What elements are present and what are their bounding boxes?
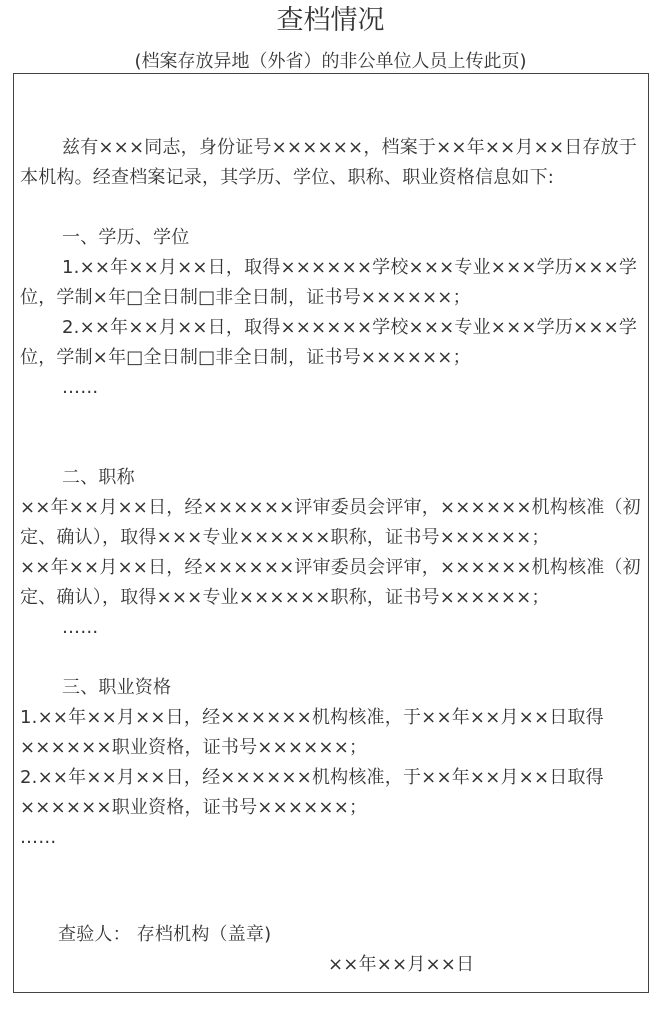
document-body [20,133,644,980]
qualification-ellipsis: …… [20,827,57,848]
qualification-item-1: 1.××年××月××日，经××××××机构核准，于××年××月××日取得××××××职业资格，证书号××××××； [20,707,604,758]
intro-paragraph: 兹有×××同志，身份证号××××××，档案于××年××月××日存放于本机构。经查档案记录，其学历、学位、职称、职业资格信息如下: [20,137,638,188]
title-item-2: ××年××月××日，经××××××评审委员会评审，××××××机构核准（初定、确认），取得×××专业××××××职称，证书号××××××； [20,557,641,608]
education-item-2: 2.××年××月××日，取得××××××学校×××专业×××学历×××学位，学制×年□全日制□非全日制，证书号××××××； [20,317,638,368]
title-ellipsis: …… [62,617,99,638]
title-heading: 二、职称 [62,467,135,488]
qualification-item-2: 2.××年××月××日，经××××××机构核准，于××年××月××日取得××××××职业资格，证书号××××××； [20,767,604,818]
page-subtitle: (档案存放异地（外省）的非公单位人员上传此页) [134,51,527,72]
qualification-heading: 三、职业资格 [62,677,172,698]
page-title: 查档情况 [276,5,385,36]
date-line: ××年××月××日 [328,954,475,975]
signature-line: 查验人： 存档机构（盖章) [58,924,272,945]
title-item-1: ××年××月××日，经××××××评审委员会评审，××××××机构核准（初定、确认），取得×××专业××××××职称，证书号××××××； [20,497,641,548]
education-ellipsis: …… [62,377,99,398]
education-item-1: 1.××年××月××日，取得××××××学校×××专业×××学历×××学位，学制×年□全日制□非全日制，证书号××××××； [20,257,638,308]
education-heading: 一、学历、学位 [62,227,190,248]
